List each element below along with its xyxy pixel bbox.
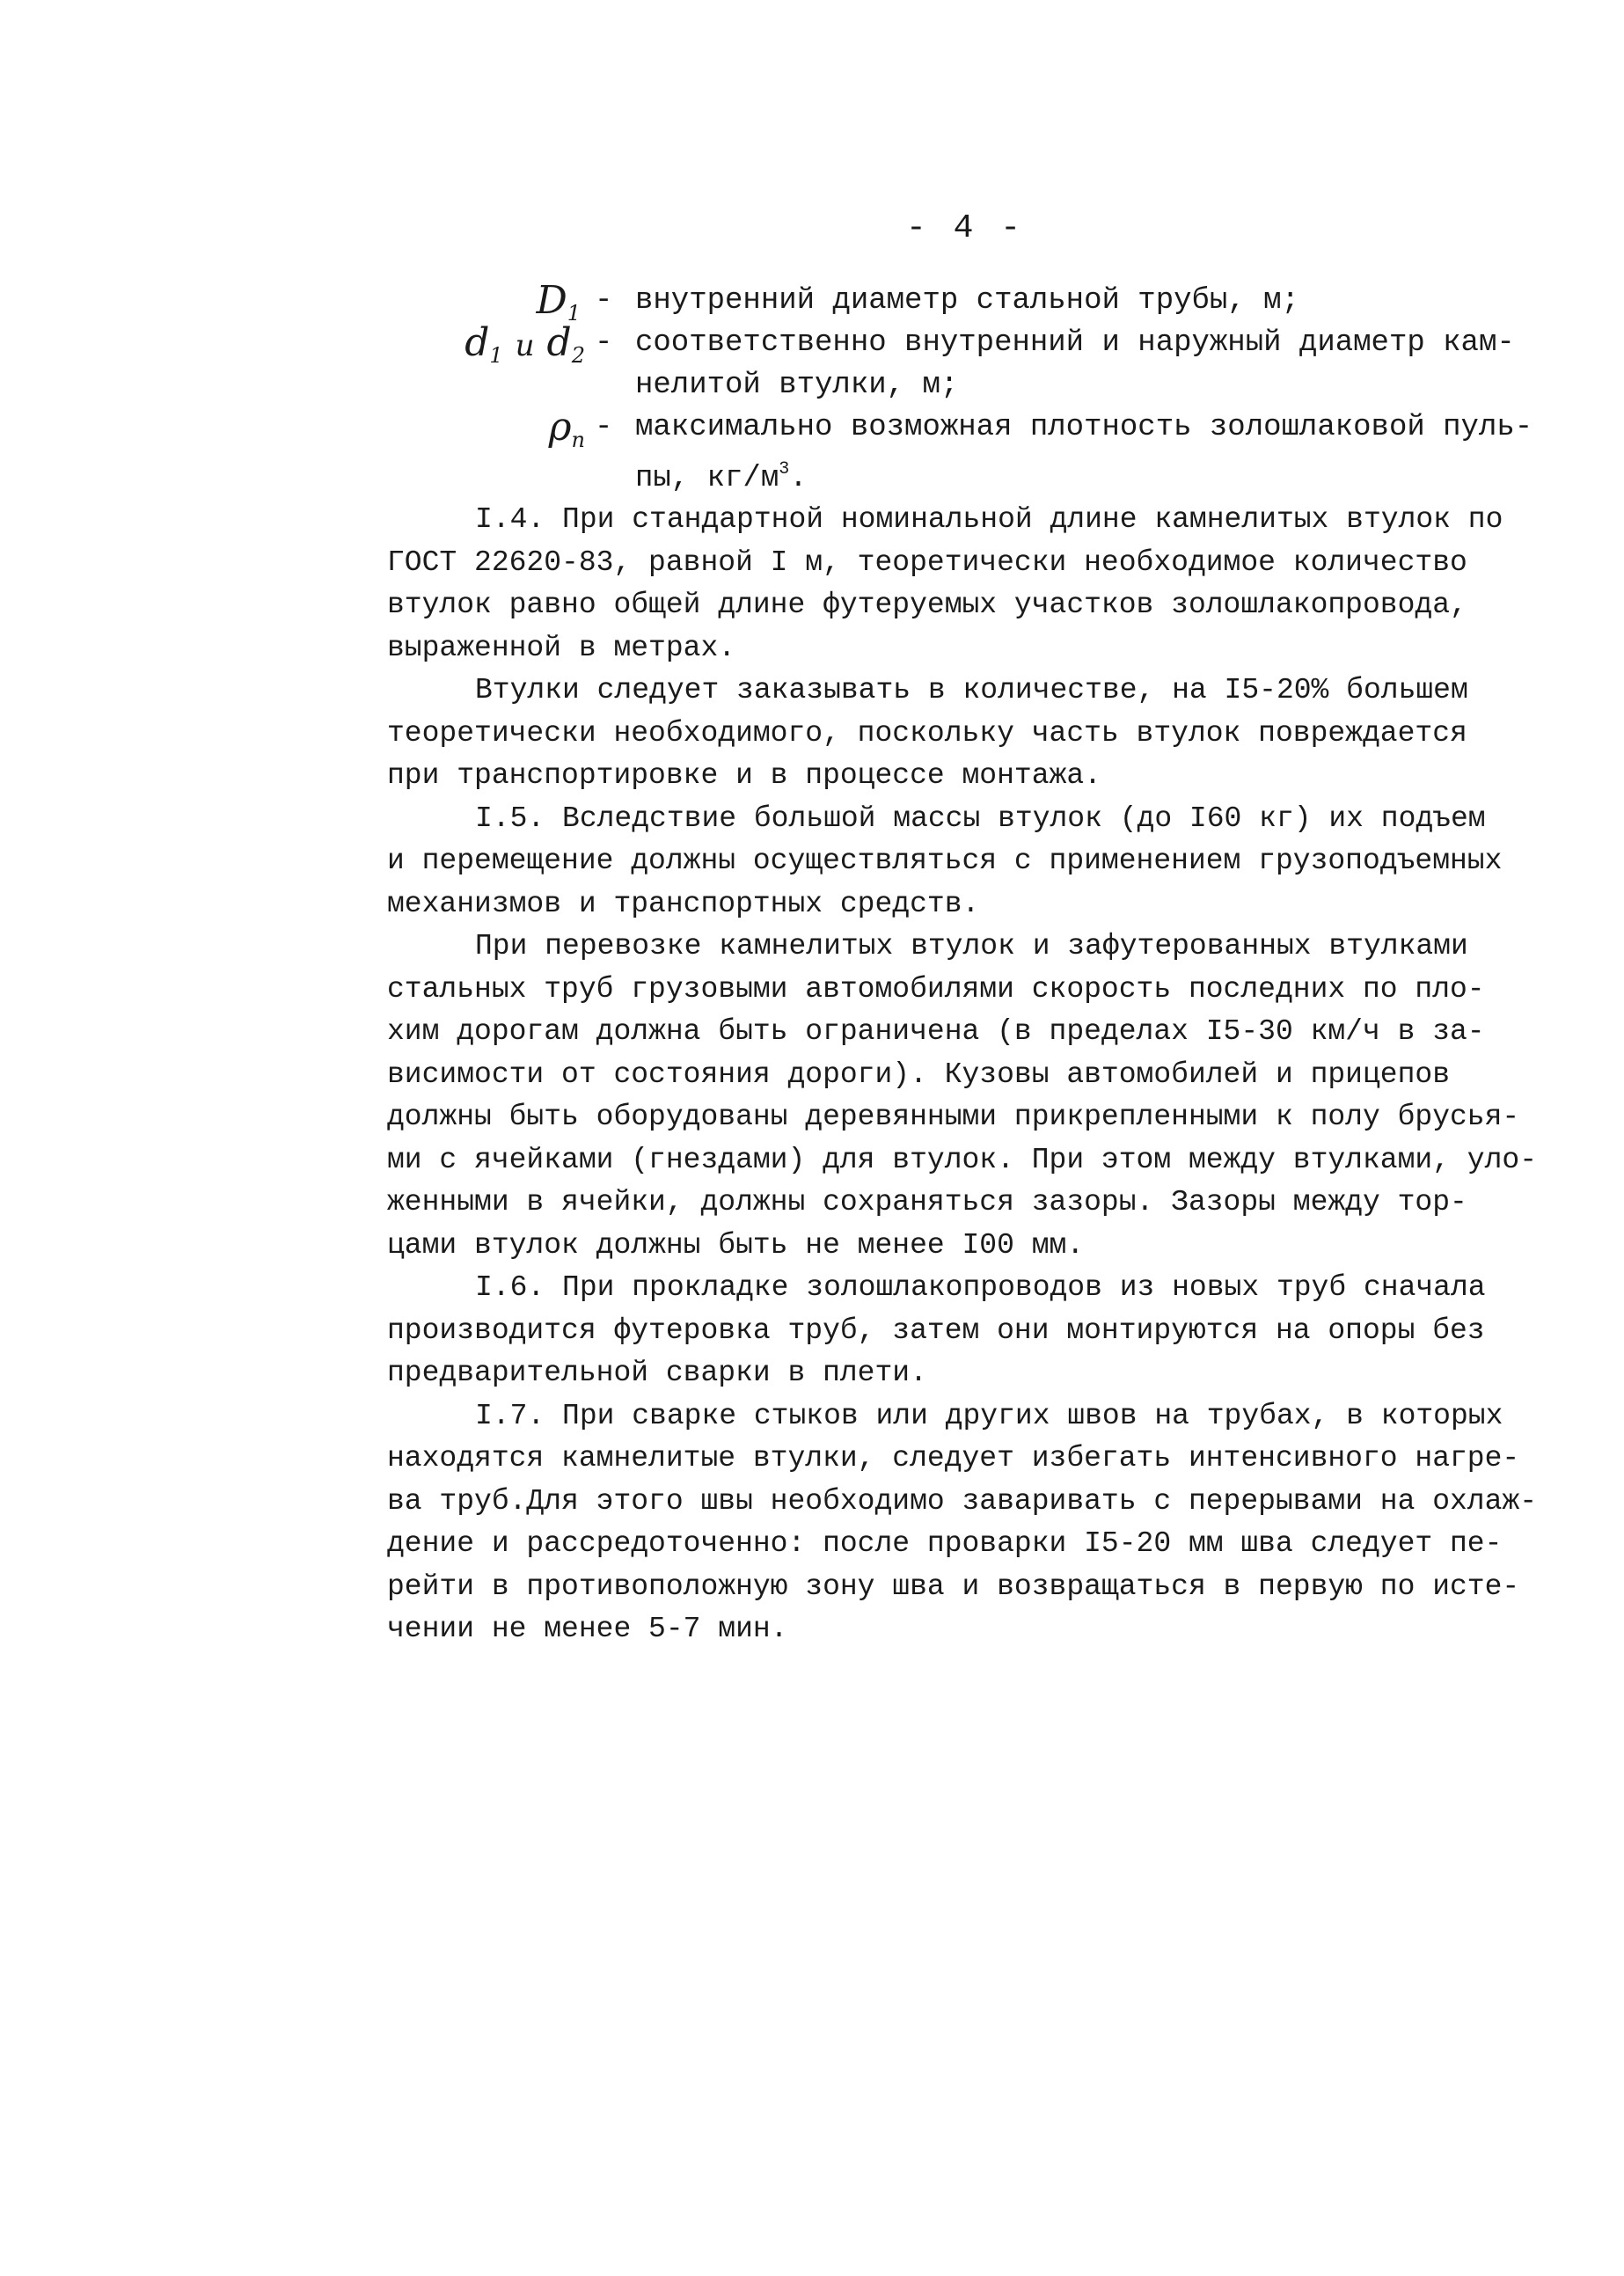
- symbol-subscript: 2: [571, 343, 585, 368]
- definition-d1: [0, 278, 1624, 326]
- text-line: висимости от состояния дороги). Кузовы автомобилей и прицепов: [387, 1057, 1450, 1091]
- conjunction: и: [515, 328, 535, 363]
- symbol-letter: ρ: [548, 405, 572, 450]
- paragraph-1-7: [387, 1395, 1557, 1651]
- text-line: предварительной сварки в плети.: [387, 1357, 927, 1389]
- definition-rho: [0, 405, 1624, 452]
- definitions-list: [0, 278, 1624, 495]
- definition-text: максимально возможная плотность золошлаковой пуль-: [635, 411, 1533, 444]
- text-line: женными в ячейки, должны сохраняться зазоры. Зазоры между тор-: [387, 1186, 1467, 1219]
- text-line: производится футеровка труб, затем они монтируются на опоры без: [387, 1314, 1485, 1347]
- dash: -: [595, 326, 613, 360]
- text-line: I.6. При прокладке золошлакопроводов из новых труб сначала: [475, 1271, 1486, 1304]
- text-line: ми с ячейками (гнездами) для втулок. При этом между втулками, уло-: [387, 1143, 1538, 1176]
- definition-text: соответственно внутренний и наружный диаметр кам-: [635, 326, 1515, 360]
- text-line: цами втулок должны быть не менее I00 мм.: [387, 1228, 1085, 1262]
- unit-exponent: 3: [779, 459, 790, 479]
- symbol-letter: D: [536, 278, 567, 323]
- text-line: рейти в противоположную зону шва и возвращаться в первую по исте-: [387, 1570, 1520, 1603]
- text-line: стальных труб грузовыми автомобилями скорость последних по пло-: [387, 972, 1485, 1006]
- text-line: I.4. При стандартной номинальной длине камнелитых втулок по: [475, 503, 1503, 536]
- text-line: должны быть оборудованы деревянными прикрепленными к полу брусья-: [387, 1101, 1520, 1133]
- symbol-letter: d: [465, 320, 490, 365]
- definition-continuation: [0, 449, 1624, 495]
- text-line: ва труб.Для этого швы необходимо заваривать с перерывами на охлаж-: [387, 1484, 1538, 1518]
- text-line: Втулки следует заказывать в количестве, на I5-20% большем: [475, 674, 1468, 706]
- definition-text-cont: [635, 449, 808, 500]
- text-line: I.7. При сварке стыков или других швов на трубах, в которых: [475, 1399, 1503, 1432]
- unit-text: пы, кг/м: [635, 462, 779, 495]
- paragraph-1-4: [387, 499, 1557, 670]
- symbol-letter: d: [546, 320, 572, 365]
- text-line: втулок равно общей длине футеруемых участков золошлакопровода,: [387, 589, 1467, 621]
- symbol-subscript: 1: [567, 301, 581, 326]
- text-line: чении не менее 5-7 мин.: [387, 1613, 788, 1645]
- text-line: и перемещение должны осуществляться с применением грузоподъемных: [387, 845, 1503, 877]
- paragraph-transport: [387, 926, 1557, 1267]
- text-line: механизмов и транспортных средств.: [387, 887, 980, 920]
- paragraph-1-5: [387, 798, 1557, 926]
- dash: -: [595, 411, 613, 444]
- symbol-subscript: 1: [489, 343, 503, 368]
- definition-text: внутренний диаметр стальной трубы, м;: [635, 284, 1299, 318]
- text-line: При перевозке камнелитых втулок и зафутерованных втулками: [475, 930, 1468, 962]
- definition-continuation: [0, 364, 1624, 406]
- text-line: I.5. Вследствие большой массы втулок (до I60 кг) их подъем: [475, 801, 1486, 835]
- text-line: хим дорогам должна быть ограничена (в пределах I5-30 км/ч в за-: [387, 1015, 1485, 1048]
- page-number: - 4 -: [906, 209, 1025, 247]
- text-line: теоретически необходимого, поскольку часть втулок повреждается: [387, 716, 1467, 750]
- paragraph-1-6: [387, 1267, 1557, 1395]
- definition-d1-d2: [0, 320, 1624, 368]
- text-line: ГОСТ 22620-83, равной I м, теоретически необходимое количество: [387, 545, 1467, 579]
- unit-end: .: [789, 462, 808, 495]
- symbol-subscript: п: [571, 428, 585, 452]
- dash: -: [595, 284, 613, 318]
- definition-text-cont: нелитой втулки, м;: [635, 369, 959, 402]
- text-line: при транспортировке и в процессе монтажа.: [387, 759, 1101, 792]
- text-line: дение и рассредоточенно: после проварки I5-20 мм шва следует пе-: [387, 1527, 1503, 1560]
- text-line: выраженной в метрах.: [387, 631, 736, 664]
- text-line: находятся камнелитые втулки, следует избегать интенсивного нагре-: [387, 1442, 1520, 1475]
- body-text: [387, 499, 1557, 1651]
- paragraph-order-note: [387, 670, 1557, 798]
